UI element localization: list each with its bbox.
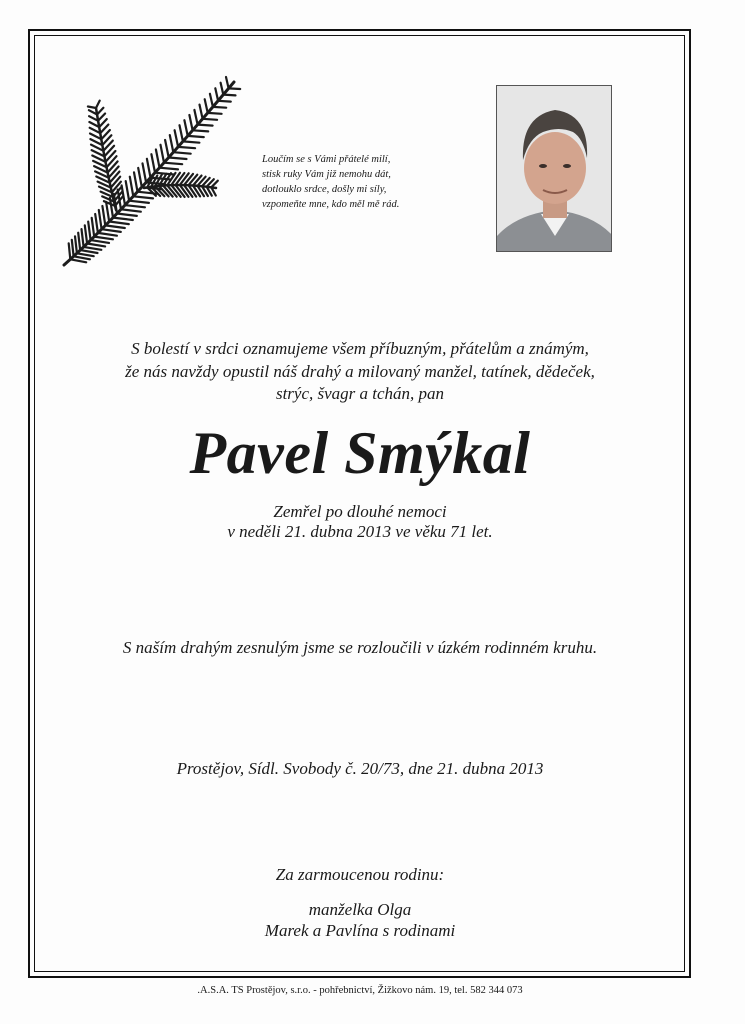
fir-needle [98, 114, 105, 121]
fir-needle [80, 250, 97, 253]
fir-branch-icon [56, 70, 246, 275]
portrait-photo [496, 85, 612, 252]
fir-needle [151, 154, 155, 173]
fir-needle [70, 259, 86, 262]
announcement-line: S bolestí v srdci oznamujeme všem příbuzným, přátelům a známým, [131, 339, 589, 358]
fir-needle [117, 214, 137, 216]
fir-needle [205, 99, 208, 113]
fir-needle [88, 222, 90, 241]
fir-needle [147, 159, 151, 178]
fir-needle [96, 101, 100, 108]
fir-needle [113, 218, 133, 220]
fir-needle [75, 236, 77, 253]
family-member: Marek a Pavlína s rodinami [264, 921, 456, 940]
fir-needle [122, 185, 125, 205]
fir-needle [203, 119, 218, 120]
death-info [60, 502, 660, 542]
fir-needle [161, 145, 165, 163]
poem-line: Loučím se s Vámi přátelé milí, [262, 154, 391, 165]
fir-needle [180, 125, 183, 141]
fir-needle [169, 158, 187, 160]
fir-needle [102, 229, 121, 232]
fir-needle [129, 201, 149, 203]
death-info-line: Zemřel po dlouhé nemoci [273, 502, 447, 521]
fir-needle [229, 88, 241, 89]
fir-needle [87, 244, 105, 247]
death-info-line: v neděli 21. dubna 2013 ve věku 71 let. [227, 522, 493, 541]
fir-needle [98, 233, 117, 236]
fir-needle [78, 233, 80, 250]
fir-needle [189, 115, 192, 130]
farewell-statement: S naším drahým zesnulým jsme se rozloučili v úzkém rodinném kruhu. [122, 638, 598, 657]
fir-needle [178, 147, 195, 148]
fir-needle [194, 110, 197, 125]
fir-needle [99, 210, 102, 229]
fir-needle [126, 181, 129, 201]
fir-needle [188, 136, 204, 137]
fir-needle [160, 168, 179, 170]
fir-needle [184, 120, 187, 136]
fir-needle [210, 94, 213, 107]
fir-needle [175, 130, 179, 147]
fir-needle [82, 229, 84, 247]
fir-needle [77, 253, 94, 256]
fir-needle [84, 247, 102, 250]
farewell-poem [262, 152, 462, 212]
fir-needle [213, 107, 226, 108]
fir-needle [95, 214, 98, 233]
fir-needle [198, 125, 213, 126]
fir-needle [200, 105, 203, 119]
fir-needle [94, 237, 113, 240]
fir-needle [226, 77, 229, 88]
fir-needle [97, 108, 103, 115]
announcement-line: že nás navždy opustil náš drahý a milovaný manžel, tatínek, dědeček, [125, 361, 595, 381]
fir-needle [165, 140, 169, 158]
fir-needle [106, 202, 109, 222]
fir-needle [134, 172, 138, 191]
fir-needle [109, 222, 129, 225]
fir-needle [156, 150, 160, 168]
poem-line: vzpomeňte mne, kdo měl mě rád. [262, 199, 400, 210]
deceased-name: Pavel Smýkal [189, 420, 531, 486]
fir-needle [91, 240, 109, 243]
fir-needle [102, 206, 105, 225]
fir-needle [74, 256, 90, 259]
announcement-line: strýc, švagr a tchán, pan [275, 384, 445, 403]
fir-needle [130, 177, 134, 197]
fir-needle [184, 174, 193, 185]
fir-needle [69, 243, 71, 259]
fir-needle [164, 163, 182, 165]
funeral-service-footer: .A.S.A. TS Prostějov, s.r.o. - pohřebnictví, Žižkovo nám. 19, tel. 582 344 073 [197, 985, 523, 996]
fir-needle [92, 218, 95, 237]
fir-needle [183, 141, 200, 142]
portrait-image [497, 86, 612, 252]
fir-needle [125, 205, 145, 207]
fir-needle [170, 135, 174, 152]
fir-needle [218, 101, 231, 102]
fir-needle [221, 83, 224, 95]
family-signature [60, 864, 660, 941]
fir-needle [72, 240, 74, 256]
fir-needle [133, 196, 153, 198]
fir-needle [223, 95, 235, 96]
poem-line: stisk ruky Vám již nemohu dát, [262, 169, 391, 180]
fir-needle [105, 225, 125, 228]
fir-needle [138, 168, 142, 187]
announcement [60, 338, 660, 406]
fir-needle [173, 152, 190, 154]
fir-needle [193, 130, 209, 131]
fir-needle [121, 209, 141, 211]
family-member: manželka Olga [308, 900, 412, 919]
place-and-date: Prostějov, Sídl. Svobody č. 20/73, dne 21. dubna 2013 [176, 759, 544, 778]
fir-needle [143, 163, 147, 182]
fir-needle [208, 113, 222, 114]
family-heading: Za zarmoucenou rodinu: [275, 865, 445, 884]
poem-line: dotlouklo srdce, došly mi síly, [262, 184, 387, 195]
fir-needle [215, 88, 218, 101]
fir-needle [88, 107, 96, 109]
fir-needle [85, 225, 87, 243]
